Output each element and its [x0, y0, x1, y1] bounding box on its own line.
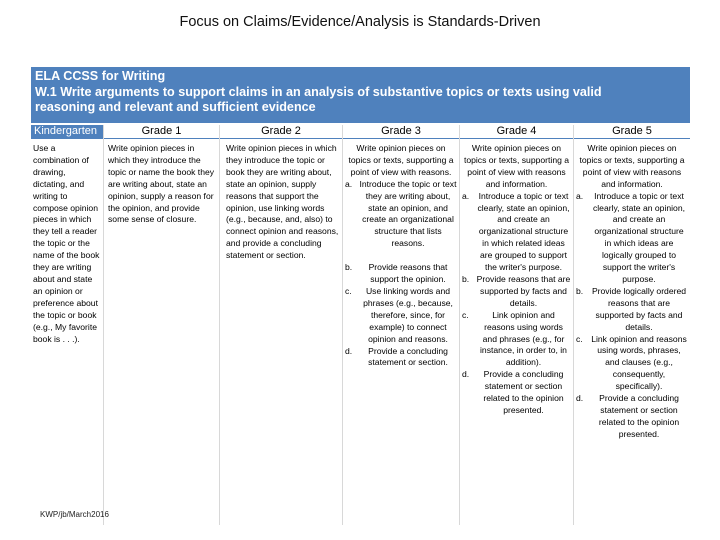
list-item	[345, 179, 457, 250]
list-item	[576, 286, 688, 334]
column-intro: Write opinion pieces on topics or texts, supporting a point of view with reasons and information.	[579, 143, 685, 189]
item-label: c.	[462, 309, 469, 320]
item-label: d.	[345, 345, 353, 356]
item-text: Provide logically ordered reasons that are supported by facts and details.	[591, 285, 687, 332]
list-item	[462, 191, 571, 274]
grade-table	[31, 125, 690, 525]
standard-header	[31, 67, 690, 123]
list-item	[345, 346, 457, 370]
item-text: Provide reasons that support the opinion.	[368, 262, 448, 285]
column-grade-3	[343, 125, 460, 525]
header-line-1: ELA CCSS for Writing	[35, 69, 166, 83]
item-label: a.	[576, 190, 584, 201]
list-item	[576, 393, 688, 441]
item-text: Link opinion and reasons using words and phrases (e.g., for instance, in order to, in addition).	[480, 309, 567, 368]
item-text: Provide a concluding statement or section related to the opinion presented.	[483, 369, 564, 415]
list-item	[576, 334, 688, 394]
item-label: c.	[576, 333, 583, 344]
column-text: Use a combination of drawing, dictating, and writing to compose opinion pieces in which they tell a reader the topic or the name of the book they are writing about and state an opinion or preference about the topic or book (e.g., My favorite book is . . .).	[33, 143, 100, 344]
column-heading: Grade 1	[104, 125, 219, 139]
column-heading: Kindergarten	[31, 125, 103, 139]
list-item	[345, 286, 457, 346]
column-intro: Write opinion pieces on topics or texts, supporting a point of view with reasons and information.	[463, 143, 570, 189]
list-item	[462, 310, 571, 370]
column-grade-1	[104, 125, 220, 525]
column-kindergarten	[31, 125, 104, 525]
item-label: a.	[462, 190, 470, 201]
list-item	[576, 191, 688, 286]
item-text: Introduce a topic or text clearly, state an opinion, and create an organizational structure in which ideas are logically grouped to support the writer's purpose.	[592, 190, 686, 284]
column-grade-5	[574, 125, 690, 525]
item-text: Link opinion and reasons using words, phrases, and clauses (e.g., consequently, specifically).	[591, 333, 687, 392]
item-text: Provide reasons that are supported by facts and details.	[476, 273, 571, 308]
list-item	[462, 274, 571, 310]
item-label: c.	[345, 285, 352, 296]
item-label: b.	[576, 285, 584, 296]
item-label: a.	[345, 178, 353, 189]
list-item	[462, 369, 571, 417]
column-intro: Write opinion pieces on topics or texts, supporting a point of view with reasons.	[348, 143, 454, 177]
header-line-3: reasoning and relevant and sufficient evidence	[35, 100, 316, 114]
item-label: d.	[462, 369, 470, 380]
item-text: Provide a concluding statement or section related to the opinion presented.	[598, 393, 680, 439]
item-label: d.	[576, 393, 584, 404]
column-heading: Grade 4	[460, 125, 573, 139]
item-label: b.	[462, 273, 470, 284]
header-line-2: W.1 Write arguments to support claims in an analysis of substantive topics or texts using valid	[35, 84, 602, 99]
column-grade-4	[460, 125, 574, 525]
column-grade-2	[220, 125, 343, 525]
footer-credit: KWP/jb/March2016	[40, 510, 109, 519]
item-label: b.	[345, 262, 353, 273]
item-text: Introduce a topic or text clearly, state an opinion, and create an organizational structure in which related ideas are grouped to support the writer's purpose.	[477, 190, 570, 273]
list-item	[345, 262, 457, 286]
slide-title: Focus on Claims/Evidence/Analysis is Standards-Driven	[179, 14, 541, 30]
column-heading: Grade 5	[574, 125, 690, 139]
item-text: Introduce the topic or text they are writing about, state an opinion, and create an organizational structure that lists reasons.	[359, 178, 457, 249]
column-heading: Grade 3	[343, 125, 459, 139]
column-text: Write opinion pieces in which they introduce the topic or name the book they are writing about, state an opinion, supply a reason for the opinion, and provide some sense of closure.	[108, 143, 215, 225]
item-text: Use linking words and phrases (e.g., because, therefore, since, for example) to connect opinion and reasons.	[363, 285, 453, 344]
item-text: Provide a concluding statement or section.	[368, 345, 448, 368]
column-heading: Grade 2	[220, 125, 342, 139]
column-text: Write opinion pieces in which they introduce the topic or book they are writing about, state an opinion, supply reasons that support the opinion, use linking words (e.g., because, and, also) to connect opinion and reasons, and provide a concluding statement or section.	[226, 143, 339, 261]
